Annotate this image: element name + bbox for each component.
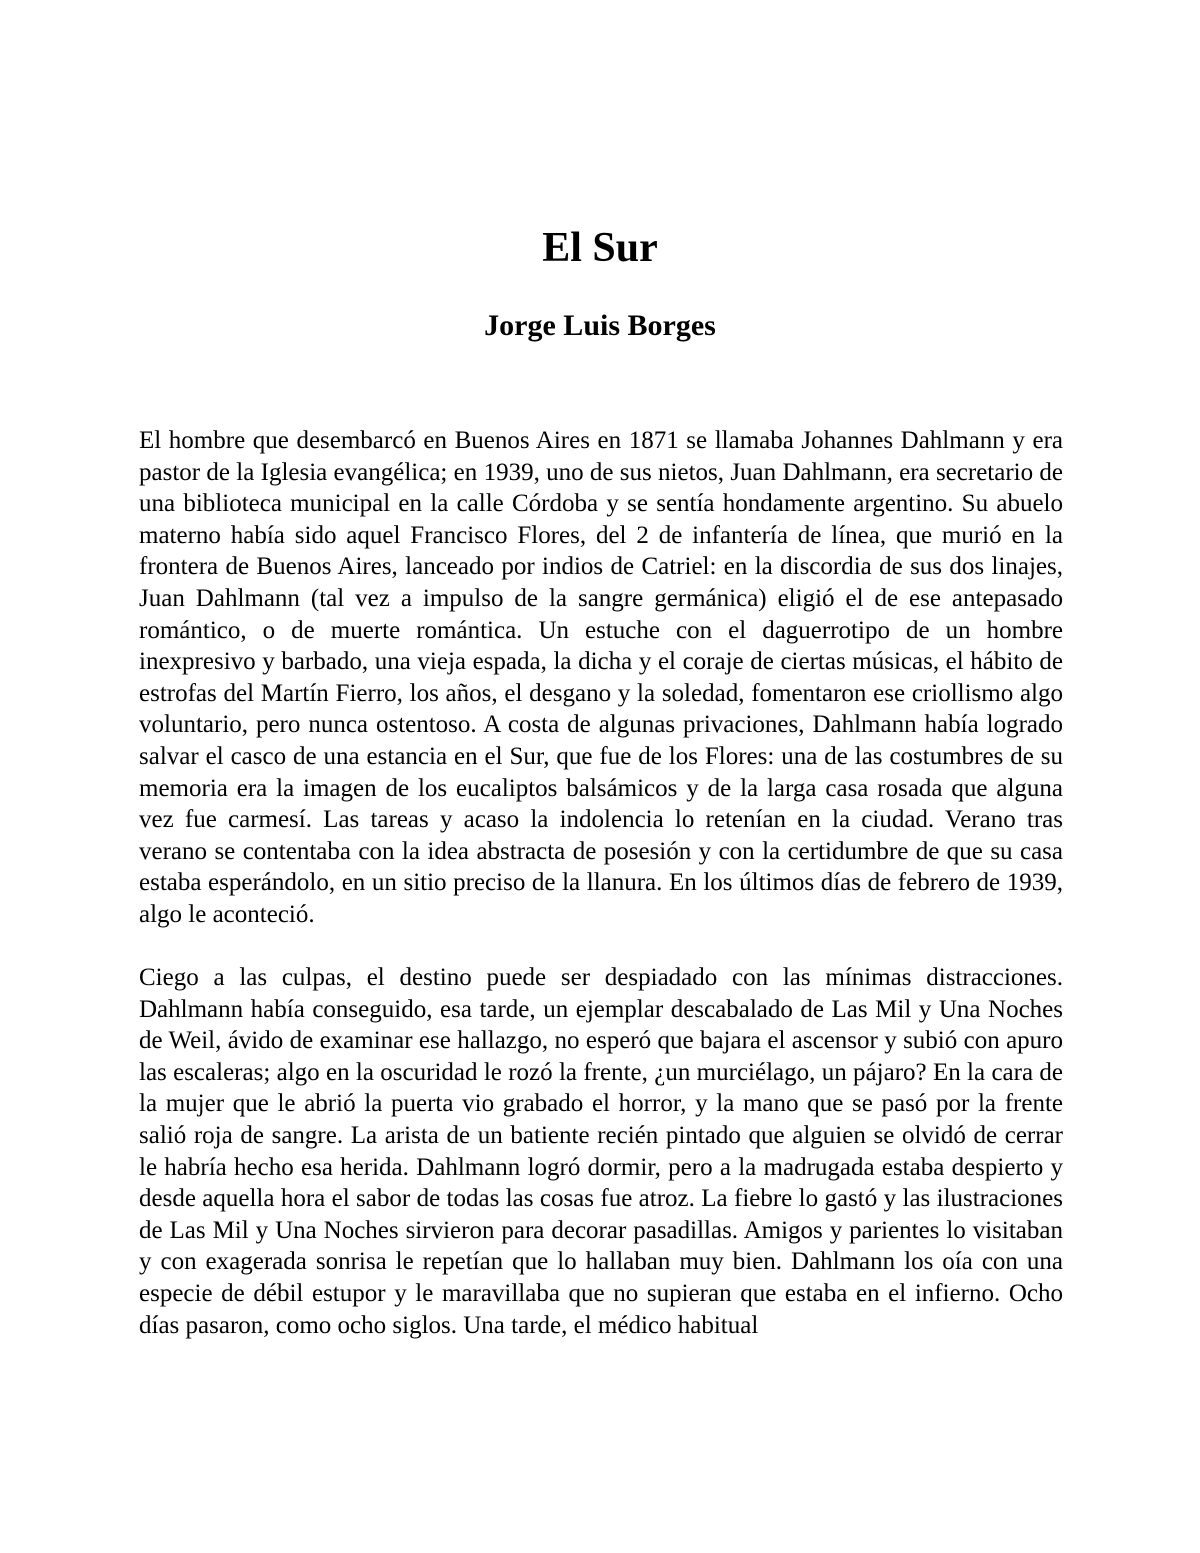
story-title: El Sur (542, 225, 658, 271)
author-name: Jorge Luis Borges (484, 309, 716, 342)
paragraph-1: El hombre que desembarcó en Buenos Aires en 1871 se llamaba Johannes Dahlmann y era pastor de la Iglesia evangélica; en 1939, uno de sus nietos, Juan Dahlmann, era secretario de una biblioteca municipal en la calle Córdoba y se sentía hondamente argentino. Su abuelo materno había sido aquel Francisco Flores, del 2 de infantería de línea, que murió en la frontera de Buenos Aires, lanceado por indios de Catriel: en la discordia de sus dos linajes, Juan Dahlmann (tal vez a impulso de la sangre germánica) eligió el de ese antepasado romántico, o de muerte romántica. Un estuche con el daguerrotipo de un hombre inexpresivo y barbado, una vieja espada, la dicha y el coraje de ciertas músicas, el hábito de estrofas del Martín Fierro, los años, el desgano y la soledad, fomentaron ese criollismo algo voluntario, pero nunca ostentoso. A costa de algunas privaciones, Dahlmann había logrado salvar el casco de una estancia en el Sur, que fue de los Flores: una de las costumbres de su memoria era la imagen de los eucaliptos balsámicos y de la larga casa rosada que alguna vez fue carmesí. Las tareas y acaso la indolencia lo retenían en la ciudad. Verano tras verano se contentaba con la idea abstracta de posesión y con la certidumbre de que su casa estaba esperándolo, en un sitio preciso de la llanura. En los últimos días de febrero de 1939, algo le aconteció. (139, 427, 1063, 928)
paragraph-2: Ciego a las culpas, el destino puede ser despiadado con las mínimas distracciones. Dahlmann había conseguido, esa tarde, un ejemplar descabalado de Las Mil y Una Noches de Weil, ávido de examinar ese hallazgo, no esperó que bajara el ascensor y subió con apuro las escaleras; algo en la oscuridad le rozó la frente, ¿un murciélago, un pájaro? En la cara de la mujer que le abrió la puerta vio grabado el horror, y la mano que se pasó por la frente salió roja de sangre. La arista de un batiente recién pintado que alguien se olvidó de cerrar le habría hecho esa herida. Dahlmann logró dormir, pero a la madrugada estaba despierto y desde aquella hora el sabor de todas las cosas fue atroz. La fiebre lo gastó y las ilustraciones de Las Mil y Una Noches sirvieron para decorar pasadillas. Amigos y parientes lo visitaban y con exagerada sonrisa le repetían que lo hallaban muy bien. Dahlmann los oía con una especie de débil estupor y le maravillaba que no supieran que estaba en el infierno. Ocho días pasaron, como ocho siglos. Una tarde, el médico habitual (139, 964, 1063, 1339)
story-body (139, 425, 1063, 1341)
